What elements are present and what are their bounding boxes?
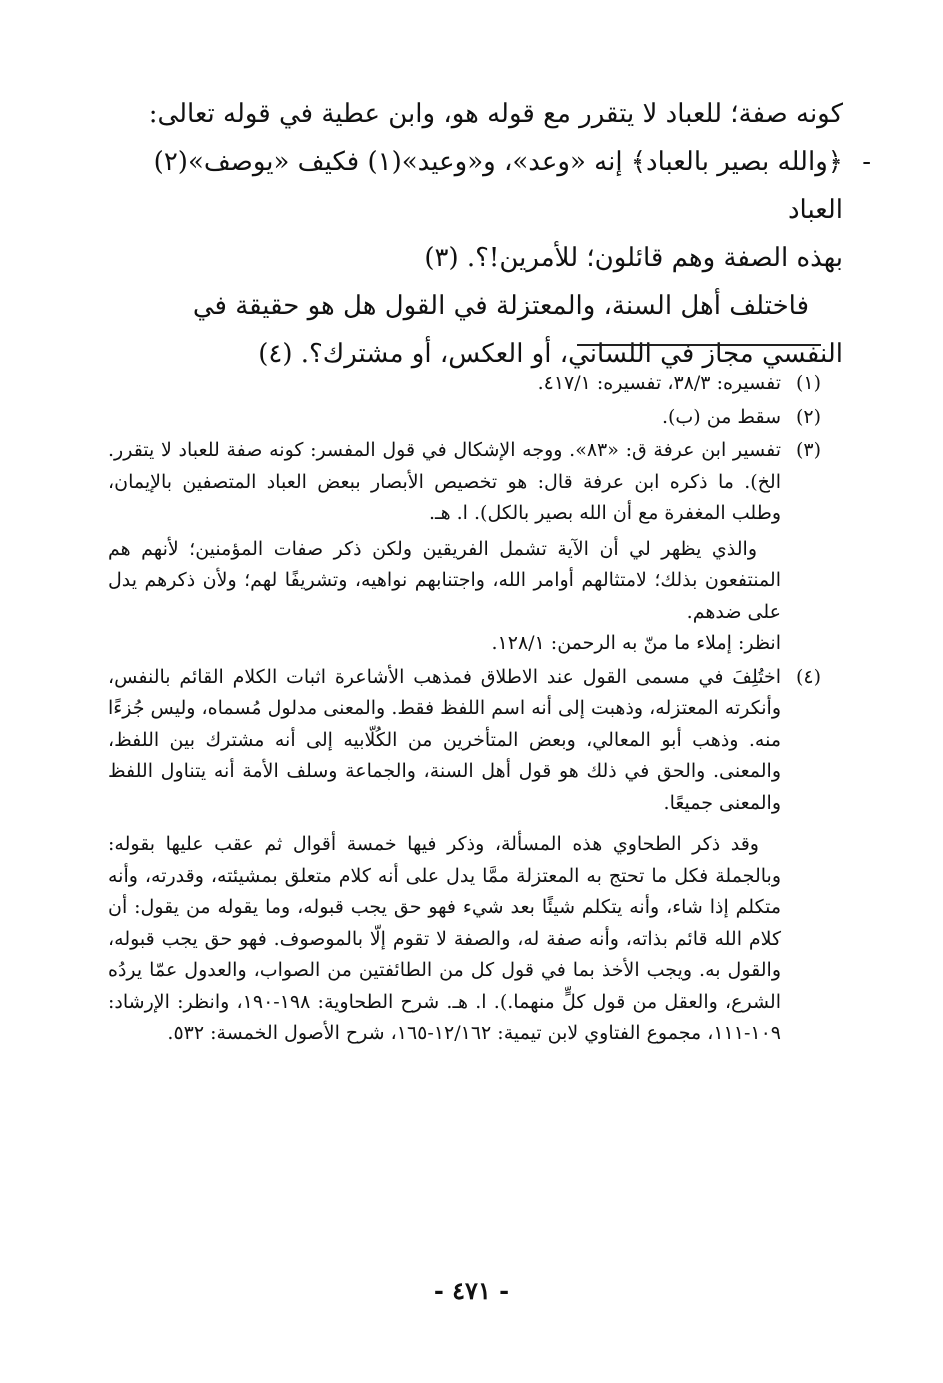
footnote-reference: انظر: إملاء ما منّ به الرحمن: ١٢٨/١. [491, 632, 781, 654]
main-text [108, 90, 871, 378]
footnote-3 [108, 435, 821, 660]
footnote-4 [108, 662, 821, 1050]
main-line-2-text: ﴿والله بصير بالعباد﴾ إنه «وعد»، و«وعيد»(١) فكيف «يوصف»(٢) العباد [153, 147, 843, 225]
footnote-2 [108, 402, 821, 434]
footnote-text: سقط من (ب). [661, 405, 781, 428]
footnote-separator [577, 344, 821, 346]
main-line-1: كونه صفة؛ للعباد لا يتقرر مع قوله هو، وابن عطية في قوله تعالى: [148, 99, 843, 129]
footnote-text: تفسير ابن عرفة ق: «٨٣». ووجه الإشكال في قول المفسر: كونه صفة للعباد لا يتقرر. الخ). ما ذكره ابن عرفة قال: هو تخصيص الأبصار ببعض العباد المتصفين بالإيمان، وطلب المغفرة مع أن الله بصير بالكل). ا. هـ. [108, 439, 781, 524]
page-number: - ٤٧١ - [433, 1276, 510, 1305]
footnote-number: (٤) [795, 665, 821, 688]
main-paragraph-2: فاختلف أهل السنة، والمعتزلة في القول هل هو حقيقة في النفسي مجاز في اللساني، أو العكس، أو مشترك؟. (٤) [192, 291, 843, 369]
footnote-number: (١) [795, 372, 821, 394]
line-dash: - [862, 147, 871, 177]
footnotes [108, 368, 821, 1050]
footnote-1 [108, 368, 821, 400]
footnote-paragraph: والذي يظهر لي أن الآية تشمل الفريقين ولكن ذكر صفات المؤمنين؛ لأنهم هم المنتفعون بذلك؛ لامتثالهم أوامر الله، واجتنابهم نواهيه، وتشريفًا لهم؛ ولأن ذكرهم يدل على ضدهم. [108, 537, 781, 623]
footnote-quote: وقد ذكر الطحاوي هذه المسألة، وذكر فيها خمسة أقوال ثم عقب عليها بقوله: وبالجملة فكل ما تحتج به المعتزلة ممَّا يدل على أنه كلام متعلق بمشيئته، وقدرته، وأنه متكلم إذا شاء، وأنه يتكلم شيئًا بعد شيء فهو حق يجب قبوله، وما يقوله من يقول: أن كلام الله قائم بذاته، وأنه صفة له، والصفة لا تقوم إلّا بالموصوف. فهو حق يجب قبوله، والقول به. ويجب الأخذ بما في قول كل من الطائفتين من الصواب، والعدول عمّا يردُه الشرع، والعقل من قول كلٍّ منهما.). ا. هـ. شرح الطحاوية: ١٩٨-١٩٠، وانظر: الإرشاد: ١٠٩-١١١، مجموع الفتاوي لابن تيمية: ١٢/١٦٢-١٦٥، شرح الأصول الخمسة: ٥٣٢. [108, 833, 781, 1044]
footnote-number: (٣) [795, 439, 821, 461]
main-line-3: بهذه الصفة وهم قائلون؛ للأمرين!؟. (٣) [424, 243, 843, 273]
footnote-text: اختُلِفَ في مسمى القول عند الاطلاق فمذهب الأشاعرة اثبات الكلام القائم بالنفس، وأنكرته المعتزله، وذهبت إلى أنه اسم اللفظ فقط. والمعنى مدلول مُسماه، وليس جُزءًا منه. وذهب أبو المعالي، وبعض المتأخرين من الكُلّابيه إلى أنه مشترك بين اللفظ، والمعنى. والحق في ذلك هو قول أهل السنة، والجماعة وسلف الأمة أنه يتناول اللفظ والمعنى جميعًا. [108, 665, 781, 814]
footnote-number: (٢) [795, 405, 821, 428]
main-line-2 [108, 138, 871, 234]
footnote-text: تفسيره: ٣٨/٣، تفسيره: ٤١٧/١. [537, 372, 781, 394]
